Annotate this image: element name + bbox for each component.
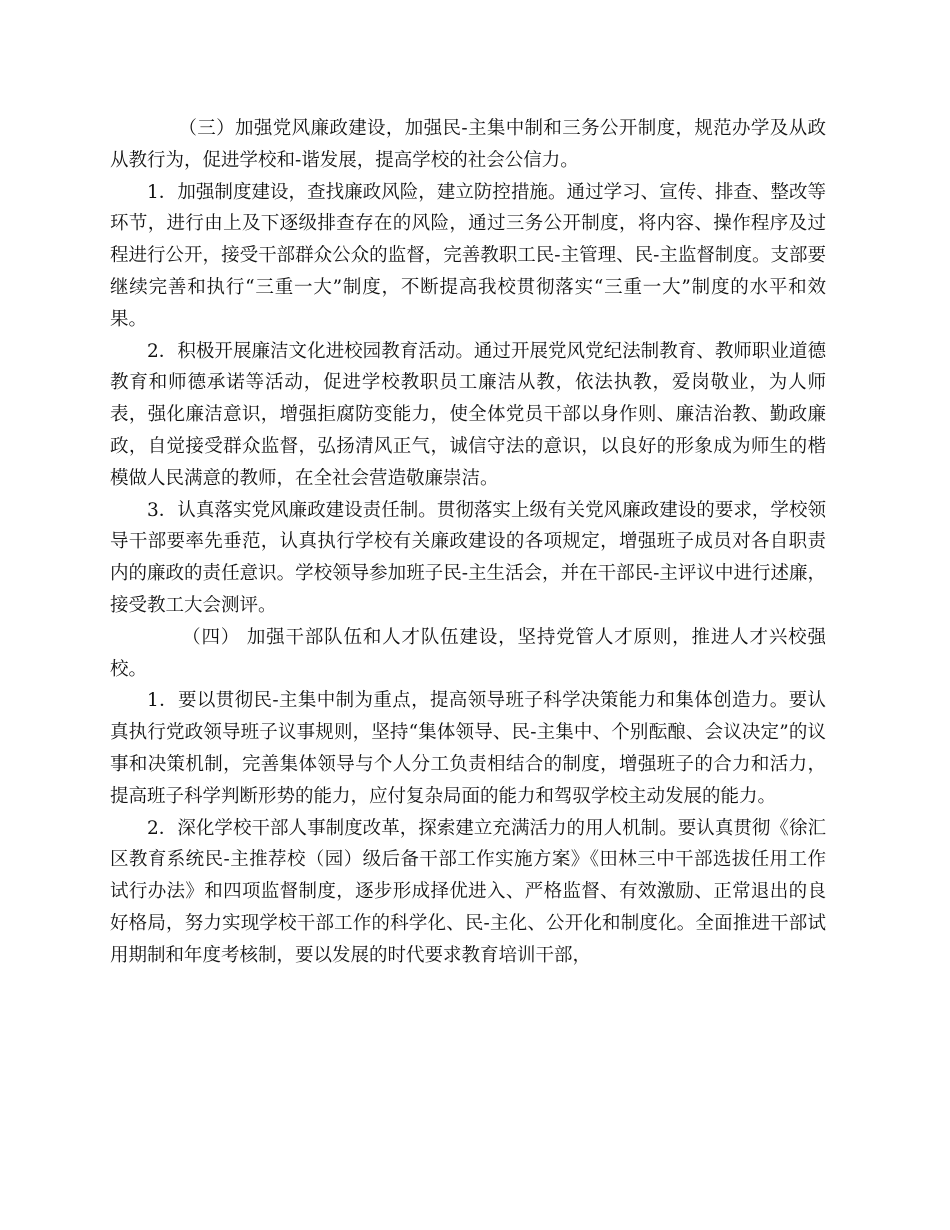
body-paragraph: 2．积极开展廉洁文化进校园教育活动。通过开展党风党纪法制教育、教师职业道德教育和师德承诺等活动，促进学校教职员工廉洁从教，依法执教，爱岗敬业，为人师表，强化廉洁意识，增强拒腐防变能力，使全体党员干部以身作则、廉洁治教、勤政廉政，自觉接受群众监督，弘扬清风正气，诚信守法的意识，以良好的形象成为师生的楷模做人民满意的教师，在全社会营造敬廉崇洁。 — [110, 340, 826, 489]
body-paragraph: 2．深化学校干部人事制度改革，探索建立充满活力的用人机制。要认真贯彻《徐汇区教育系统民-主推荐校（园）级后备干部工作实施方案》《田林三中干部选拔任用工作试行办法》和四项监督制度，逐步形成择优进入、严格监督、有效激励、正常退出的良好格局，努力实现学校干部工作的科学化、民-主化、公开化和制度化。全面推进干部试用期制和年度考核制，要以发展的时代要求教育培训干部， — [110, 817, 826, 966]
document-body — [110, 113, 826, 972]
body-paragraph: 1．加强制度建设，查找廉政风险，建立防控措施。通过学习、宣传、排查、整改等环节，进行由上及下逐级排查存在的风险，通过三务公开制度，将内容、操作程序及过程进行公开，接受干部群众公众的监督，完善教职工民-主管理、民-主监督制度。支部要继续完善和执行“三重一大”制度，不断提高我校贯彻落实“三重一大”制度的水平和效果。 — [110, 181, 826, 330]
body-paragraph: 3．认真落实党风廉政建设责任制。贯彻落实上级有关党风廉政建设的要求，学校领导干部要率先垂范，认真执行学校有关廉政建设的各项规定，增强班子成员对各自职责内的廉政的责任意识。学校领导参加班子民-主生活会，并在干部民-主评议中进行述廉，接受教工大会测评。 — [110, 499, 826, 616]
body-paragraph: 1．要以贯彻民-主集中制为重点，提高领导班子科学决策能力和集体创造力。要认真执行党政领导班子议事规则，坚持“集体领导、民-主集中、个别酝酿、会议决定”的议事和决策机制，完善集体领导与个人分工负责相结合的制度，增强班子的合力和活力，提高班子科学判断形势的能力，应付复杂局面的能力和驾驭学校主动发展的能力。 — [110, 690, 826, 807]
section-heading-4: （四） 加强干部队伍和人才队伍建设，坚持党管人才原则，推进人才兴校强校。 — [110, 626, 826, 680]
section-heading-3: （三）加强党风廉政建设，加强民-主集中制和三务公开制度，规范办学及从政从教行为，促进学校和-谐发展，提高学校的社会公信力。 — [110, 118, 826, 171]
